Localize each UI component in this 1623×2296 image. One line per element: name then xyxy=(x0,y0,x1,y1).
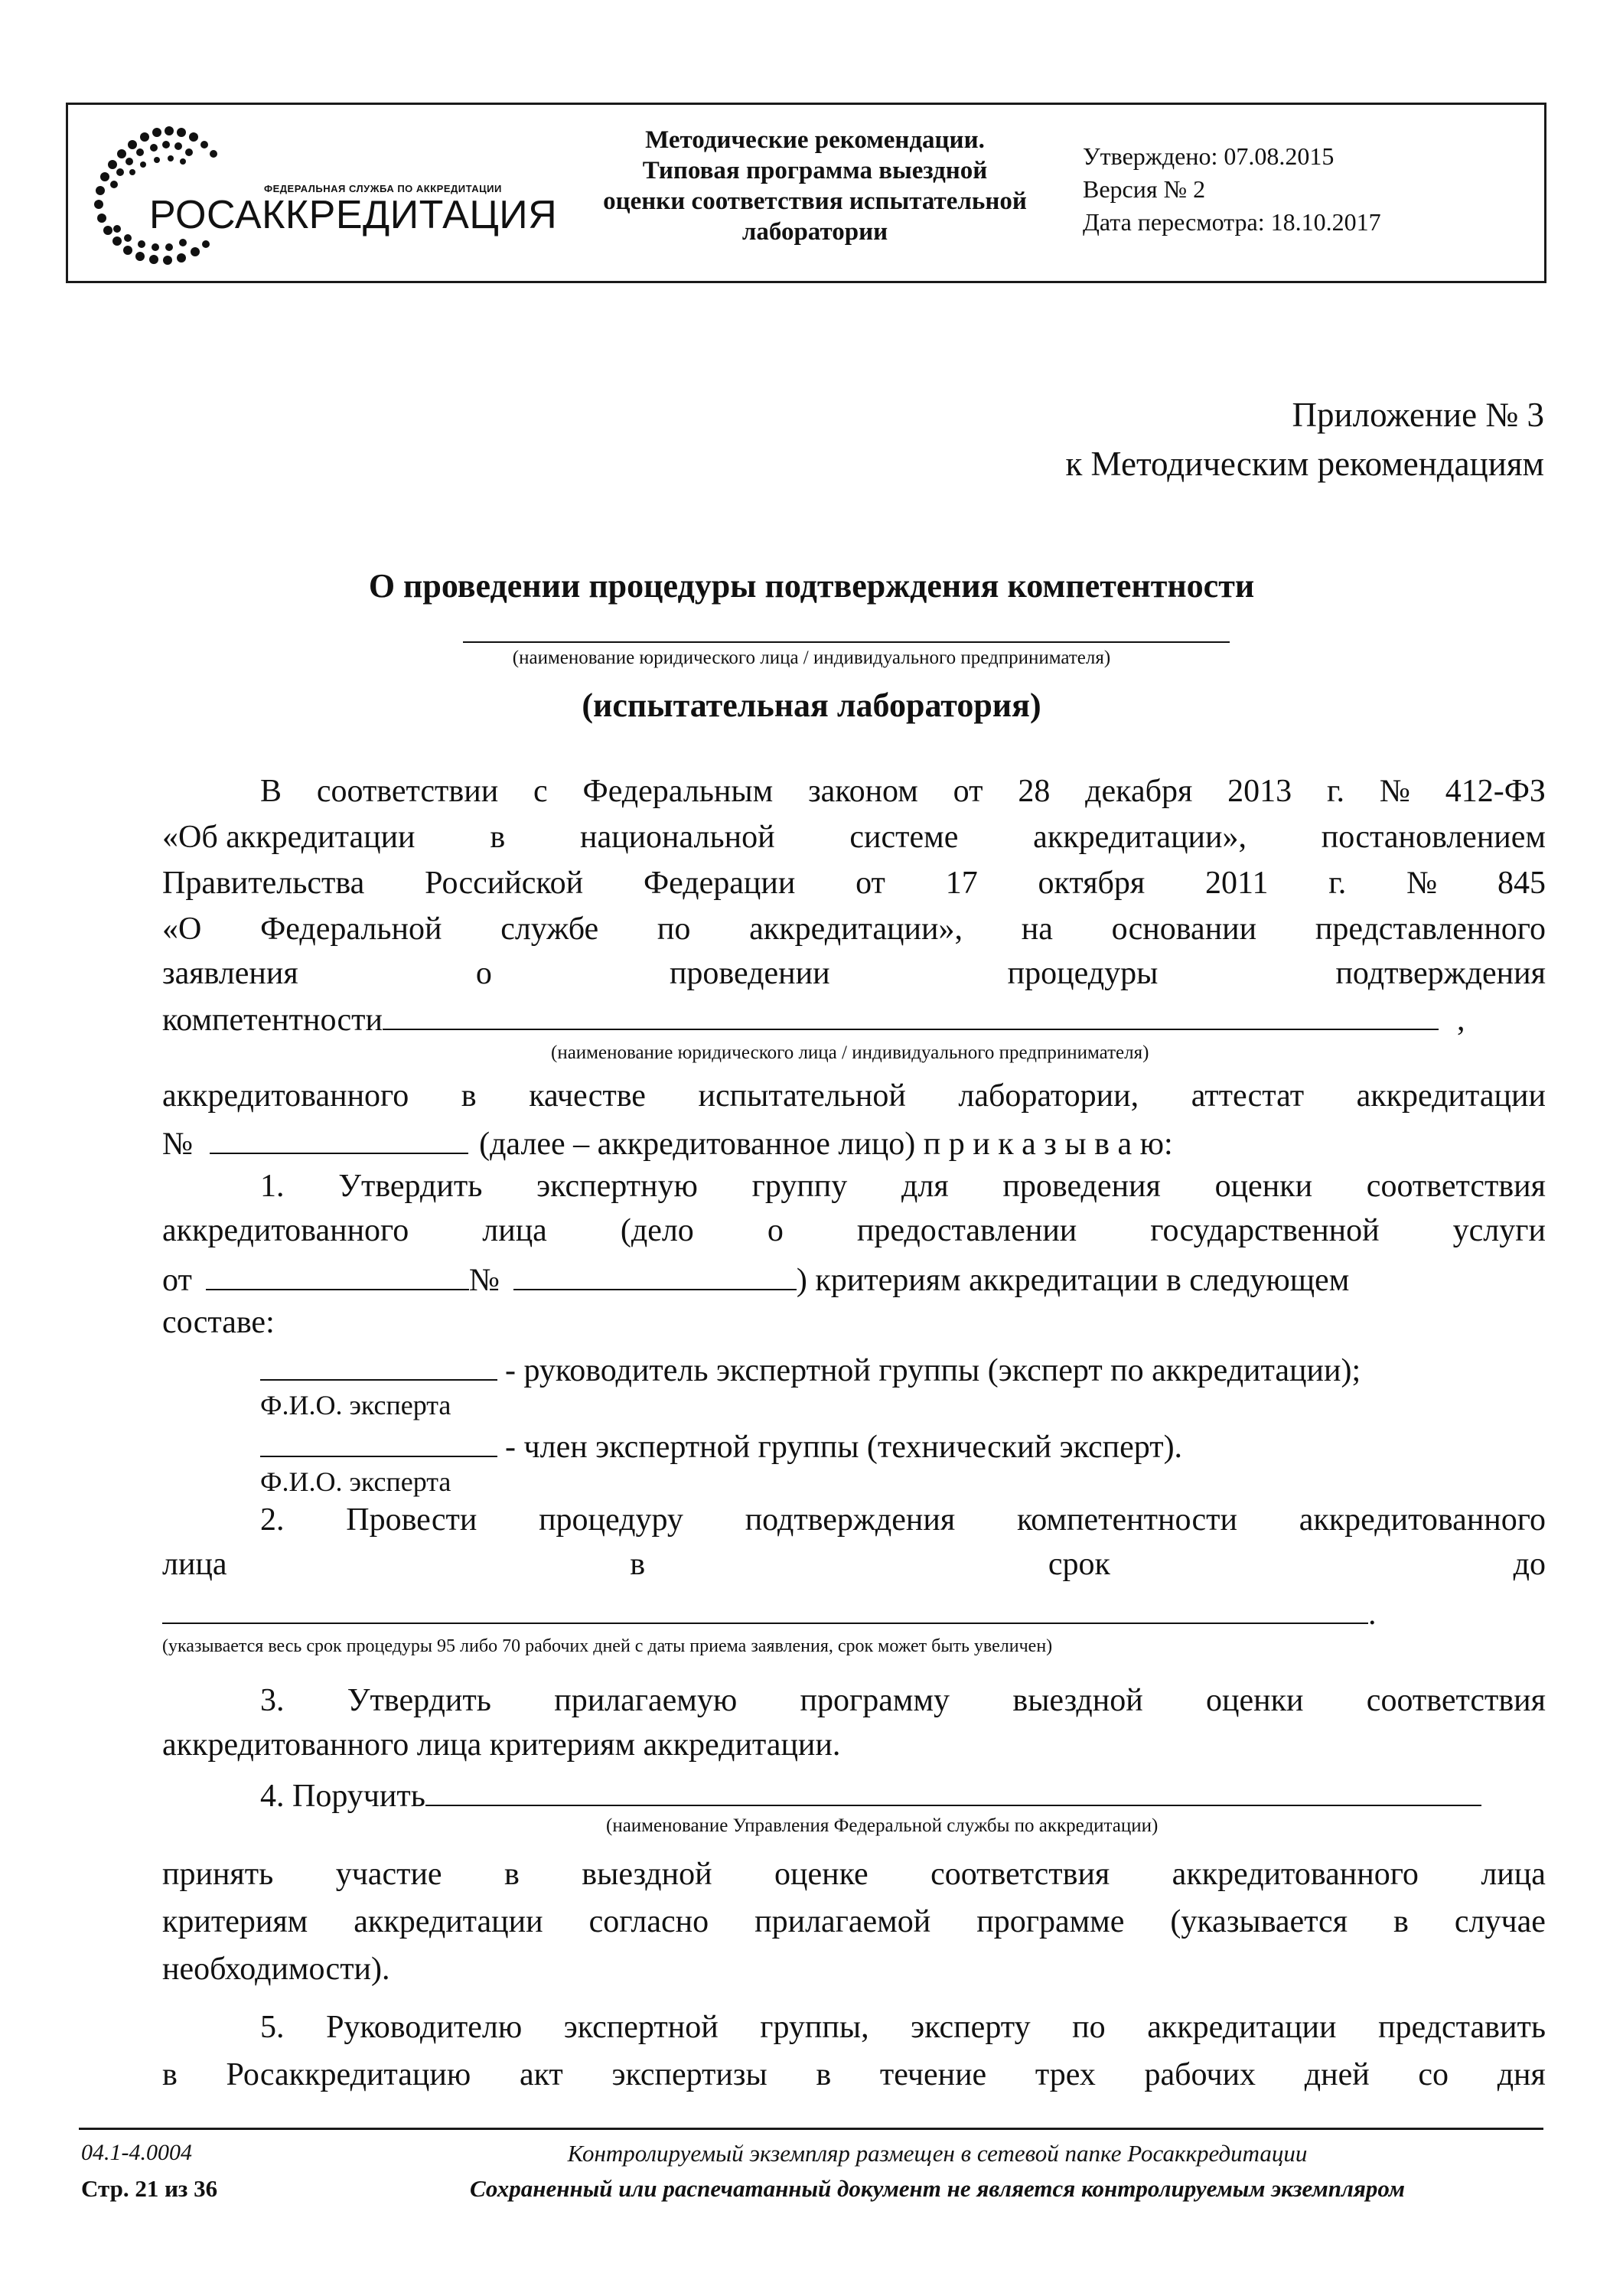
word: в xyxy=(162,2057,178,2092)
word: выездной xyxy=(582,1857,712,1892)
word: 28 xyxy=(1018,774,1051,809)
word: срок xyxy=(1048,1547,1110,1582)
word: «О xyxy=(162,912,202,947)
header-title-line: лаборатории xyxy=(741,218,888,246)
word: от xyxy=(855,866,885,901)
word: Российской xyxy=(425,866,584,901)
word: предоставлении xyxy=(856,1213,1077,1248)
body-line xyxy=(162,908,1546,951)
body-line xyxy=(260,1499,1546,1541)
word: 845 xyxy=(1498,866,1546,901)
word: экспертной xyxy=(563,2010,719,2045)
word: эксперту xyxy=(911,2010,1031,2045)
body-line xyxy=(260,2004,1546,2051)
word: службе xyxy=(500,912,599,947)
controlled-copy-note: Контролируемый экземпляр размещен в сетевой папке Росаккредитации xyxy=(567,2140,1308,2167)
word: о xyxy=(767,1213,784,1248)
body-line xyxy=(162,1543,1546,1586)
word: 3. xyxy=(260,1683,285,1718)
word: (указывается xyxy=(1170,1904,1348,1939)
word: на xyxy=(1021,912,1053,947)
word: экспертизы xyxy=(611,2057,768,2092)
word: течение xyxy=(879,2057,987,2092)
word: Правительства xyxy=(162,866,365,901)
term-caption: (указывается весь срок процедуры 95 либо 70 рабочих дней с даты приема заявления, срок может быть увеличен) xyxy=(162,1636,1053,1656)
number-sign: № xyxy=(162,1127,194,1162)
word: № xyxy=(1406,866,1438,901)
body-line xyxy=(162,952,1546,995)
word: рабочих xyxy=(1144,2057,1256,2092)
body-line xyxy=(162,1075,1546,1117)
body-line: составе: xyxy=(162,1305,275,1340)
word: соответствия xyxy=(1366,1169,1546,1204)
word: октября xyxy=(1038,866,1146,901)
agency-name: ФЕДЕРАЛЬНАЯ СЛУЖБА ПО АККРЕДИТАЦИИ xyxy=(264,183,502,194)
version: Версия № 2 xyxy=(1083,175,1206,203)
word: случае xyxy=(1454,1904,1546,1939)
word: 2. xyxy=(260,1502,285,1538)
word: системе xyxy=(849,820,959,855)
period: . xyxy=(1368,1596,1377,1632)
word: дней xyxy=(1304,2057,1370,2092)
word: Провести xyxy=(346,1502,477,1538)
expert-name-blank xyxy=(260,1422,497,1457)
entity-name-caption: (наименование юридического лица / индивидуального предпринимателя) xyxy=(551,1042,1149,1063)
body-line xyxy=(162,1255,1540,1298)
item4-label: 4. Поручить xyxy=(260,1779,425,1814)
word: Федеральной xyxy=(260,912,442,947)
word: соответствии xyxy=(316,774,499,809)
word: лица xyxy=(162,1547,227,1582)
word: для xyxy=(901,1169,949,1204)
number-sign: № xyxy=(468,1263,500,1298)
word: услуги xyxy=(1452,1213,1546,1248)
word: в xyxy=(461,1078,477,1114)
body-line xyxy=(162,2051,1546,2099)
word: аккредитации», xyxy=(749,912,963,947)
word: со xyxy=(1418,2057,1449,2092)
word: 17 xyxy=(945,866,978,901)
word: аккредитованного xyxy=(1299,1502,1546,1538)
word: 1. xyxy=(260,1169,285,1204)
word: аккредитованного xyxy=(162,1213,409,1248)
header-title-line: Типовая программа выездной xyxy=(642,157,988,184)
word: основании xyxy=(1111,912,1257,947)
word: в xyxy=(630,1547,646,1582)
word: Утвердить xyxy=(347,1683,491,1718)
word: выездной xyxy=(1012,1683,1143,1718)
word: принять xyxy=(162,1857,274,1892)
word: качестве xyxy=(529,1078,646,1114)
role-member: - член экспертной группы (технический эксперт). xyxy=(505,1430,1183,1465)
word: с xyxy=(533,774,548,809)
body-line xyxy=(162,1119,1540,1162)
word: г. xyxy=(1328,866,1347,901)
body-line xyxy=(162,1851,1546,1898)
certificate-number-blank xyxy=(210,1119,468,1154)
page-number: Стр. 21 из 36 xyxy=(81,2175,218,2202)
word: аккредитации xyxy=(354,1904,543,1939)
body-line xyxy=(260,770,1546,813)
word: от xyxy=(953,774,983,809)
word: участие xyxy=(335,1857,442,1892)
word: законом xyxy=(808,774,918,809)
word: оценки xyxy=(1206,1683,1304,1718)
competence-label: компетентности xyxy=(162,1003,383,1038)
header-title-line: оценки соответствия испытательной xyxy=(603,188,1027,215)
word: критериям xyxy=(162,1904,308,1939)
body-line: необходимости). xyxy=(162,1952,390,1987)
word: аттестат xyxy=(1191,1078,1305,1114)
word: в xyxy=(816,2057,832,2092)
word: (дело xyxy=(620,1213,694,1248)
document-subtitle: (испытательная лаборатория) xyxy=(582,687,1041,724)
body-line xyxy=(260,1165,1546,1208)
from-label: от xyxy=(162,1263,192,1298)
annex-reference xyxy=(1065,390,1544,488)
fio-caption: Ф.И.О. эксперта xyxy=(260,1466,451,1497)
word: подтверждения xyxy=(1335,956,1546,991)
word: в xyxy=(490,820,506,855)
order-tail: (далее – аккредитованное лицо) п р и к а з ы в а ю: xyxy=(479,1127,1173,1162)
word: акт xyxy=(519,2057,563,2092)
body-line: аккредитованного лица критериям аккредитации. xyxy=(162,1727,841,1763)
word: В xyxy=(260,774,282,809)
word: г. xyxy=(1326,774,1344,809)
word: соответствия xyxy=(1366,1683,1546,1718)
approved-date: Утверждено: 07.08.2015 xyxy=(1083,142,1335,170)
rosakkreditatsiya-logo xyxy=(83,122,558,269)
expert-name-blank xyxy=(260,1345,497,1381)
word: государственной xyxy=(1150,1213,1380,1248)
header-title xyxy=(555,125,1075,247)
word: аккредитации xyxy=(1356,1078,1546,1114)
annex-number: Приложение № 3 xyxy=(1292,396,1544,434)
word: о xyxy=(475,956,492,991)
document-title: О проведении процедуры подтверждения компетентности xyxy=(368,567,1255,605)
entity-name-caption: (наименование юридического лица / индивидуального предпринимателя) xyxy=(512,647,1111,668)
revision-date: Дата пересмотра: 18.10.2017 xyxy=(1083,208,1381,236)
word: процедуры xyxy=(1007,956,1159,991)
word: дня xyxy=(1497,2057,1546,2092)
word: экспертную xyxy=(536,1169,698,1204)
word: 412-ФЗ xyxy=(1445,774,1546,809)
word: лаборатории, xyxy=(958,1078,1139,1114)
item1-tail: ) критериям аккредитации в следующем xyxy=(796,1263,1350,1298)
word: до xyxy=(1513,1547,1546,1582)
word: аккредитованного xyxy=(162,1078,409,1114)
word: Росаккредитацию xyxy=(226,2057,471,2092)
word: подтверждения xyxy=(745,1502,956,1538)
comma: , xyxy=(1457,1003,1465,1038)
body-line xyxy=(260,1679,1546,1722)
word: программе xyxy=(976,1904,1125,1939)
term-blank xyxy=(162,1589,1368,1624)
header-title-line: Методические рекомендации. xyxy=(645,126,985,154)
word: аккредитации xyxy=(1147,2010,1337,2045)
word: по xyxy=(1072,2010,1106,2045)
document-code: 04.1-4.0004 xyxy=(81,2140,192,2165)
word: в xyxy=(504,1857,520,1892)
body-line xyxy=(162,862,1546,905)
word: программу xyxy=(800,1683,950,1718)
uncontrolled-copy-note: Сохраненный или распечатанный документ не является контролируемым экземпляром xyxy=(470,2175,1405,2202)
word: 2011 xyxy=(1205,866,1269,901)
word: компетентности xyxy=(1016,1502,1237,1538)
word: лица xyxy=(1481,1857,1546,1892)
word: 5. xyxy=(260,2010,285,2045)
office-name-blank xyxy=(425,1771,1481,1806)
word: Руководителю xyxy=(326,2010,523,2045)
word: проведения xyxy=(1002,1169,1161,1204)
case-number-blank xyxy=(513,1255,797,1290)
footer-divider xyxy=(79,2128,1543,2130)
word: по xyxy=(657,912,691,947)
word: лица xyxy=(482,1213,547,1248)
body-line xyxy=(162,816,1546,859)
body-line xyxy=(260,1422,1623,1465)
body-line xyxy=(162,1209,1546,1252)
word: аккредитованного xyxy=(1172,1857,1419,1892)
body-line xyxy=(162,1589,1540,1632)
word: заявления xyxy=(162,956,298,991)
word: оценки xyxy=(1214,1169,1313,1204)
word: прилагаемой xyxy=(754,1904,931,1939)
role-head: - руководитель экспертной группы (эксперт по аккредитации); xyxy=(505,1353,1361,1388)
brand-name: РОСАККРЕДИТАЦИЯ xyxy=(149,193,558,237)
body-line xyxy=(162,1898,1546,1945)
word: аккредитации», xyxy=(1033,820,1247,855)
fio-caption: Ф.И.О. эксперта xyxy=(260,1390,451,1420)
word: соответствия xyxy=(930,1857,1110,1892)
word: группы, xyxy=(760,2010,869,2045)
entity-name-blank xyxy=(383,995,1439,1030)
word: испытательной xyxy=(698,1078,906,1114)
word: № xyxy=(1379,774,1410,809)
word: согласно xyxy=(588,1904,709,1939)
office-caption: (наименование Управления Федеральной службы по аккредитации) xyxy=(606,1815,1159,1836)
document-header xyxy=(66,103,1546,283)
word: декабря xyxy=(1085,774,1193,809)
word: Федерации xyxy=(643,866,796,901)
word: в xyxy=(1393,1904,1409,1939)
entity-name-blank xyxy=(463,641,1230,643)
word: трех xyxy=(1035,2057,1096,2092)
case-date-blank xyxy=(206,1255,469,1290)
word: Федеральным xyxy=(582,774,774,809)
body-line xyxy=(260,1771,1623,1814)
word: группу xyxy=(751,1169,848,1204)
body-line xyxy=(162,995,1540,1038)
word: постановлением xyxy=(1321,820,1546,855)
word: прилагаемую xyxy=(554,1683,738,1718)
word: представить xyxy=(1378,2010,1546,2045)
word: национальной xyxy=(579,820,775,855)
word: представленного xyxy=(1315,912,1546,947)
header-meta xyxy=(1083,140,1381,239)
word: процедуру xyxy=(539,1502,683,1538)
annex-subtitle: к Методическим рекомендациям xyxy=(1065,445,1544,483)
word: 2013 xyxy=(1227,774,1292,809)
word: проведении xyxy=(669,956,830,991)
body-line xyxy=(260,1345,1623,1388)
word: оценке xyxy=(774,1857,869,1892)
word: Утвердить xyxy=(338,1169,483,1204)
word: «Об аккредитации xyxy=(162,820,416,855)
